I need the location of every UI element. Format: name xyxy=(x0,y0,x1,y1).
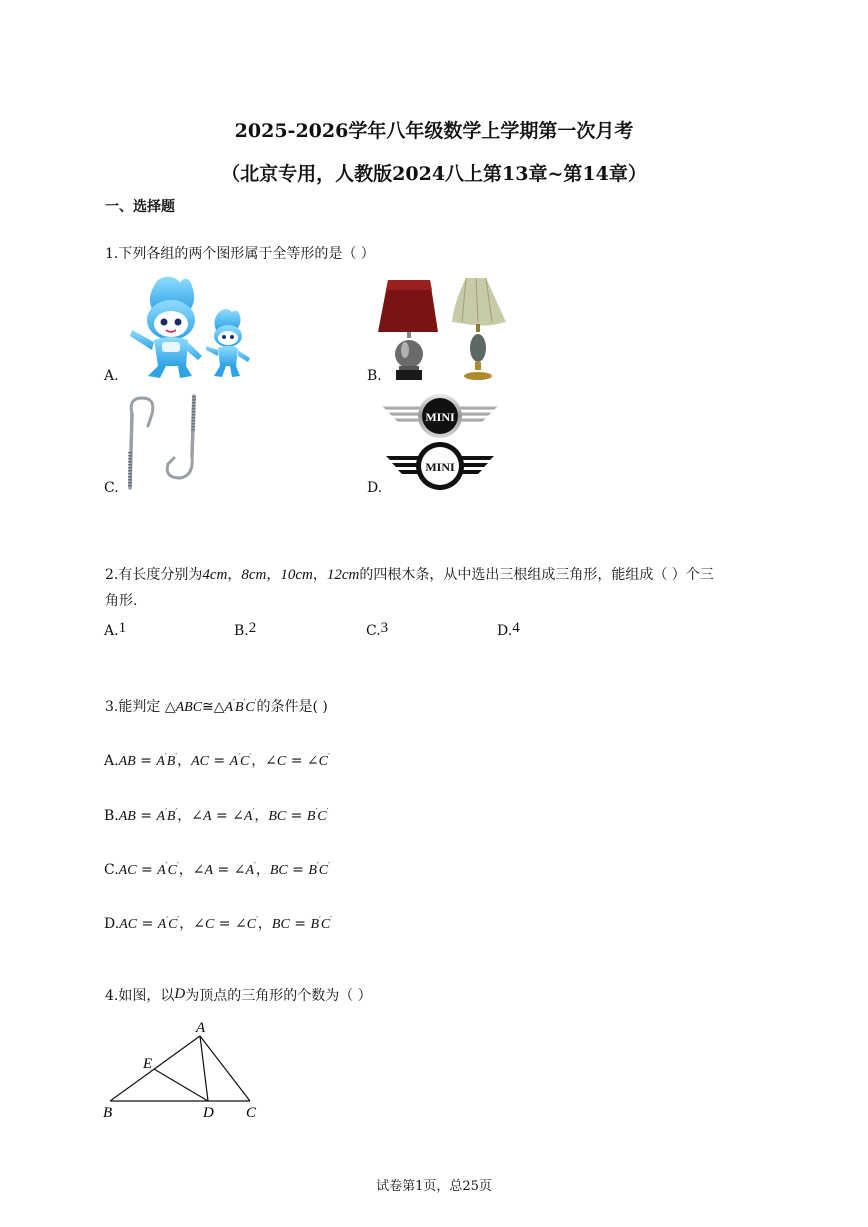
segment-ed xyxy=(154,1069,208,1101)
mini-logo-text-1: MINI xyxy=(425,410,455,424)
q1-option-c-label: C. xyxy=(104,480,119,496)
q3-option-c: C.AC = A′C′，∠A = ∠A′，BC = B′C′ xyxy=(104,861,330,878)
q4-triangle-diagram xyxy=(95,1015,275,1125)
q2-option-a: A.1 xyxy=(104,620,127,639)
q3-congruence-formula: △ABC≅△A′B′C′ xyxy=(164,698,257,715)
label-c: C xyxy=(246,1105,257,1121)
q2-length-2: 8 xyxy=(241,567,249,583)
page-title: 2025-2026学年八年级数学上学期第一次月考 xyxy=(234,120,634,142)
q3-option-b: B.AB = A′B′，∠A = ∠A′，BC = B′C′ xyxy=(104,807,329,824)
q2-option-b: B.2 xyxy=(234,620,257,639)
q3-option-a: A.AB = A′B′，AC = A′C′，∠C = ∠C′ xyxy=(104,752,330,769)
q2-length-3: 10 xyxy=(280,567,296,583)
q2-stem-line2: 角形. xyxy=(105,593,138,609)
q1-image-b-lamps xyxy=(374,276,519,382)
segment-ac xyxy=(200,1036,250,1101)
q1-option-a-label: A. xyxy=(104,368,119,384)
label-a: A xyxy=(196,1020,206,1036)
q1-option-b-label: B. xyxy=(367,368,382,384)
q3-option-d: D.AC = A′C′，∠C = ∠C′，BC = B′C′ xyxy=(104,915,332,932)
label-b: B xyxy=(103,1105,113,1121)
q1-image-c-hooks xyxy=(118,392,218,500)
q2-length-4: 12 xyxy=(326,567,342,583)
q3-stem: 3.能判定 △ABC≅△A′B′C′的条件是( ) xyxy=(105,698,328,715)
q1-image-d-mini-logos xyxy=(380,392,500,496)
q2-option-c: C.3 xyxy=(366,620,389,639)
mini-logo-text-2: MINI xyxy=(425,460,455,474)
q1-option-d-label: D. xyxy=(367,480,383,496)
q2-length-1: 4 xyxy=(202,567,210,583)
label-e: E xyxy=(143,1056,153,1072)
q4-point-d: D xyxy=(174,986,186,1002)
section-heading: 一、选择题 xyxy=(105,199,175,215)
label-d: D xyxy=(203,1105,214,1121)
q1-image-a-mascots xyxy=(118,272,258,382)
page-footer: 试卷第1页，总25页 xyxy=(376,1179,492,1194)
q2-option-d: D.4 xyxy=(497,620,520,639)
q4-stem: 4.如图，以D为顶点的三角形的个数为（ ） xyxy=(105,986,372,1004)
q1-stem: 1.下列各组的两个图形属于全等形的是（ ） xyxy=(105,246,375,262)
page-subtitle: （北京专用，人教版2024八上第13章~第14章） xyxy=(221,163,647,185)
q2-stem: 2.有长度分别为4cm，8cm，10cm，12cm的四根木条，从中选出三根组成三角形，能组成（ ）个三 xyxy=(105,567,714,583)
segment-ab xyxy=(110,1036,200,1101)
